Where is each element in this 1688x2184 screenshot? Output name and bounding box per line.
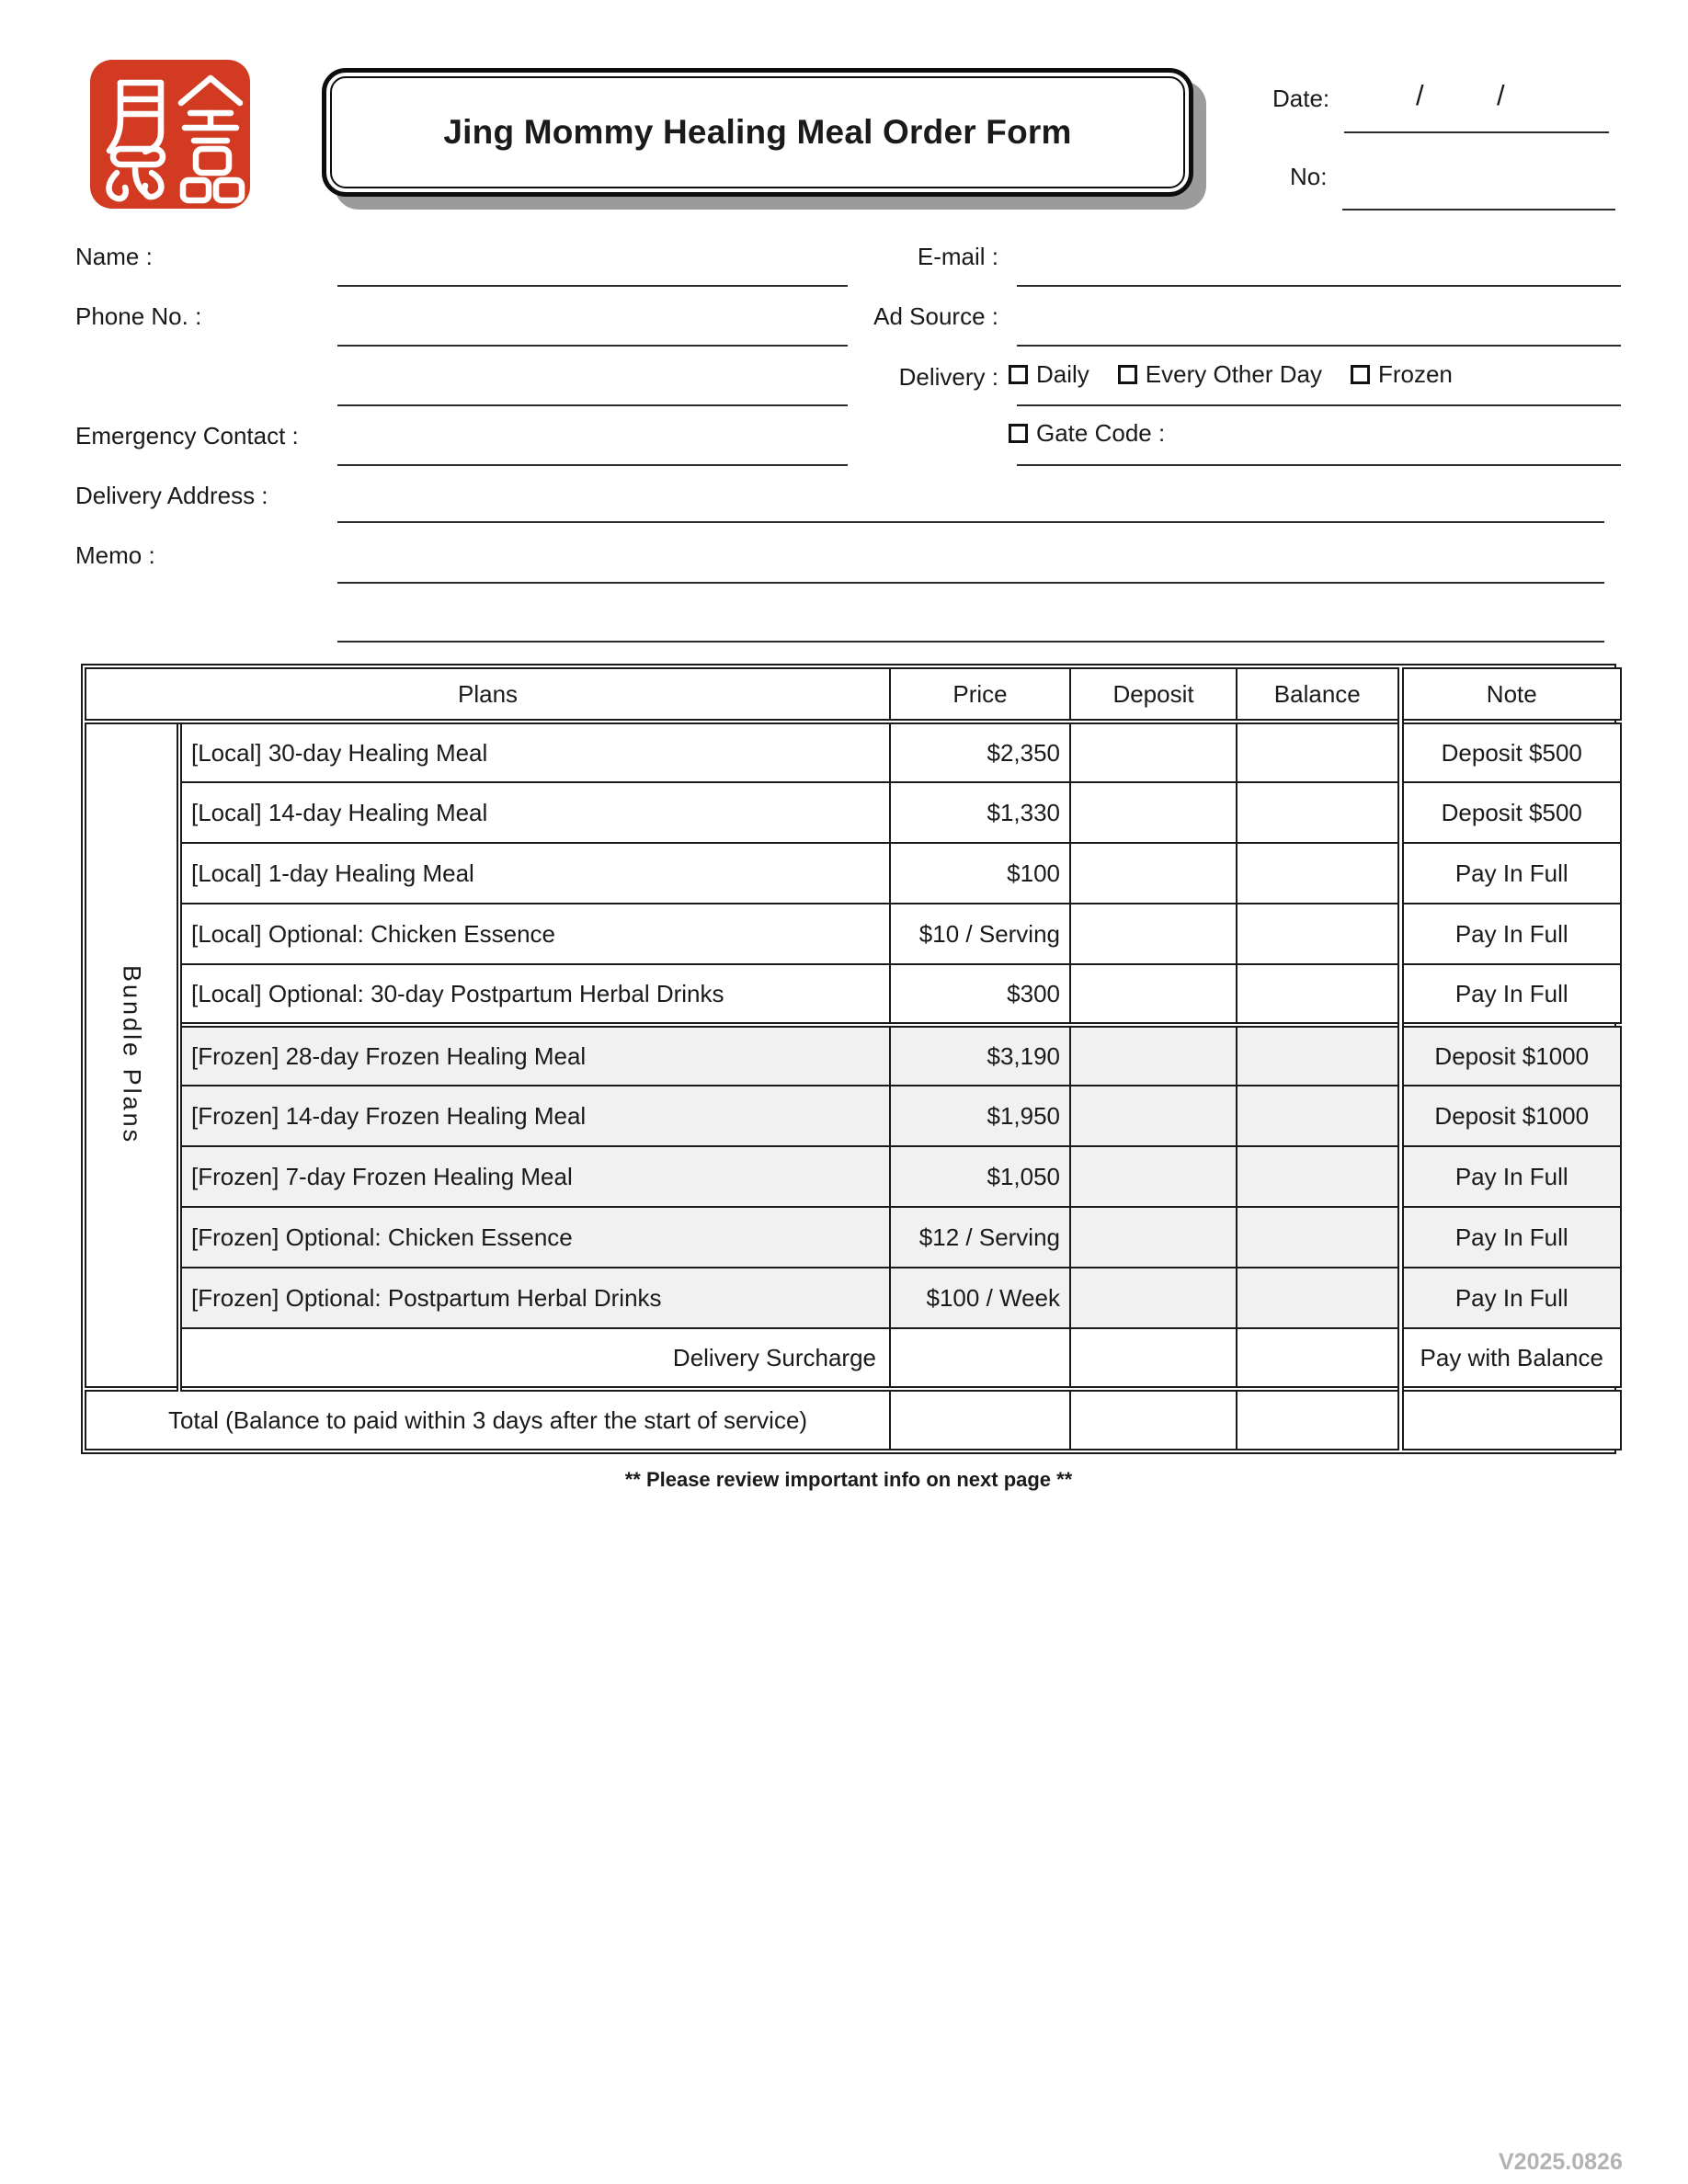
delivery-option-frozen <box>1351 360 1453 389</box>
every-other-day-checkbox[interactable] <box>1118 365 1137 384</box>
balance-cell[interactable] <box>1237 843 1400 904</box>
delivery-option-every-other-day <box>1118 360 1322 389</box>
plan-note: Deposit $500 <box>1400 782 1621 843</box>
delivery-address-input-line[interactable] <box>337 521 1604 523</box>
delivery-input-line[interactable] <box>1017 404 1621 406</box>
table-row <box>86 1025 1621 1086</box>
plan-note: Pay In Full <box>1400 843 1621 904</box>
every-other-day-label: Every Other Day <box>1145 360 1322 388</box>
emergency-contact-input-line[interactable] <box>337 464 848 466</box>
plans-table <box>81 664 1616 1454</box>
plan-note: Pay In Full <box>1400 904 1621 964</box>
balance-column-header: Balance <box>1237 668 1400 722</box>
total-note-cell[interactable] <box>1400 1389 1621 1450</box>
date-slash-2: / <box>1497 79 1505 111</box>
gate-code-label: Gate Code : <box>1036 419 1166 447</box>
delivery-option-daily <box>1009 360 1089 389</box>
memo-label: Memo : <box>75 541 155 569</box>
form-title: Jing Mommy Healing Meal Order Form <box>443 113 1072 151</box>
phone-input-line-2[interactable] <box>337 404 848 406</box>
deposit-cell[interactable] <box>1070 904 1237 964</box>
name-label: Name : <box>75 243 153 270</box>
plan-note: Pay In Full <box>1400 1146 1621 1207</box>
table-row <box>86 1146 1621 1207</box>
deposit-cell[interactable] <box>1070 1086 1237 1146</box>
plan-name: [Local] Optional: 30-day Postpartum Herbal Drinks <box>179 964 890 1025</box>
date-slash-1: / <box>1416 79 1424 111</box>
deposit-cell[interactable] <box>1070 1025 1237 1086</box>
plan-price: $12 / Serving <box>890 1207 1070 1268</box>
total-label: Total (Balance to paid within 3 days after the start of service) <box>86 1389 890 1450</box>
ad-source-label: Ad Source : <box>873 302 998 330</box>
plan-note: Pay In Full <box>1400 1207 1621 1268</box>
plans-column-header: Plans <box>86 668 890 722</box>
delivery-label: Delivery : <box>898 363 998 391</box>
company-seal-logo <box>87 57 253 211</box>
gate-code-option <box>1009 419 1165 448</box>
plan-price: $1,330 <box>890 782 1070 843</box>
surcharge-price-cell[interactable] <box>890 1328 1070 1389</box>
delivery-options-group <box>1009 360 1453 389</box>
seal-stamp-icon <box>87 57 253 211</box>
balance-cell[interactable] <box>1237 782 1400 843</box>
deposit-cell[interactable] <box>1070 722 1237 782</box>
plan-name: [Local] 14-day Healing Meal <box>179 782 890 843</box>
deposit-cell[interactable] <box>1070 843 1237 904</box>
balance-cell[interactable] <box>1237 904 1400 964</box>
plan-note: Pay In Full <box>1400 964 1621 1025</box>
phone-label: Phone No. : <box>75 302 202 330</box>
table-row <box>86 843 1621 904</box>
memo-input-line[interactable] <box>337 582 1604 584</box>
price-column-header: Price <box>890 668 1070 722</box>
plan-note: Deposit $500 <box>1400 722 1621 782</box>
emergency-contact-label: Emergency Contact : <box>75 422 299 449</box>
memo-input-line-2[interactable] <box>337 641 1604 643</box>
bundle-plans-label: Bundle Plans <box>118 965 146 1145</box>
plan-note: Pay In Full <box>1400 1268 1621 1328</box>
surcharge-label: Delivery Surcharge <box>179 1328 890 1389</box>
table-row <box>86 1086 1621 1146</box>
no-label: No: <box>1290 163 1328 190</box>
plan-price: $100 / Week <box>890 1268 1070 1328</box>
plan-name: [Local] Optional: Chicken Essence <box>179 904 890 964</box>
form-title-box <box>322 68 1193 197</box>
important-info-note: ** Please review important info on next page ** <box>624 1468 1073 1491</box>
phone-input-line[interactable] <box>337 345 848 347</box>
plan-name: [Local] 1-day Healing Meal <box>179 843 890 904</box>
plan-name: [Frozen] 14-day Frozen Healing Meal <box>179 1086 890 1146</box>
gate-code-group <box>1009 419 1165 448</box>
delivery-address-label: Delivery Address : <box>75 482 268 509</box>
email-input-line[interactable] <box>1017 285 1621 287</box>
date-input-line[interactable] <box>1344 131 1609 133</box>
table-row <box>86 964 1621 1025</box>
ad-source-input-line[interactable] <box>1017 345 1621 347</box>
plan-note: Deposit $1000 <box>1400 1086 1621 1146</box>
table-row <box>86 782 1621 843</box>
gate-code-checkbox[interactable] <box>1009 424 1028 443</box>
plan-note: Deposit $1000 <box>1400 1025 1621 1086</box>
date-label: Date: <box>1272 85 1330 112</box>
plan-price: $1,050 <box>890 1146 1070 1207</box>
frozen-label: Frozen <box>1377 360 1453 388</box>
plan-price: $2,350 <box>890 722 1070 782</box>
deposit-cell[interactable] <box>1070 1328 1237 1389</box>
deposit-cell[interactable] <box>1070 964 1237 1025</box>
plan-price: $3,190 <box>890 1025 1070 1086</box>
deposit-cell[interactable] <box>1070 1207 1237 1268</box>
form-version: V2025.0826 <box>1499 2149 1623 2175</box>
total-price-cell[interactable] <box>890 1389 1070 1450</box>
daily-label: Daily <box>1036 360 1089 388</box>
total-balance-cell[interactable] <box>1237 1389 1400 1450</box>
plan-price: $100 <box>890 843 1070 904</box>
plan-price: $1,950 <box>890 1086 1070 1146</box>
balance-cell[interactable] <box>1237 722 1400 782</box>
no-input-line[interactable] <box>1342 209 1615 210</box>
note-column-header: Note <box>1400 668 1621 722</box>
deposit-cell[interactable] <box>1070 782 1237 843</box>
table-header-row <box>86 668 1621 722</box>
name-input-line[interactable] <box>337 285 848 287</box>
plan-name: [Local] 30-day Healing Meal <box>179 722 890 782</box>
balance-cell[interactable] <box>1237 1328 1400 1389</box>
table-row <box>86 722 1621 782</box>
plan-name: [Frozen] Optional: Postpartum Herbal Drinks <box>179 1268 890 1328</box>
table-row <box>86 904 1621 964</box>
deposit-column-header: Deposit <box>1070 668 1237 722</box>
deposit-cell[interactable] <box>1070 1268 1237 1328</box>
total-deposit-cell[interactable] <box>1070 1389 1237 1450</box>
balance-cell[interactable] <box>1237 1268 1400 1328</box>
bundle-plans-group-cell <box>86 722 179 1389</box>
total-row <box>86 1389 1621 1450</box>
balance-cell[interactable] <box>1237 1086 1400 1146</box>
table-row <box>86 1207 1621 1268</box>
deposit-cell[interactable] <box>1070 1146 1237 1207</box>
plan-name: [Frozen] 7-day Frozen Healing Meal <box>179 1146 890 1207</box>
delivery-surcharge-row <box>86 1328 1621 1389</box>
email-label: E-mail : <box>917 243 998 270</box>
balance-cell[interactable] <box>1237 964 1400 1025</box>
plan-name: [Frozen] 28-day Frozen Healing Meal <box>179 1025 890 1086</box>
daily-checkbox[interactable] <box>1009 365 1028 384</box>
balance-cell[interactable] <box>1237 1207 1400 1268</box>
surcharge-note: Pay with Balance <box>1400 1328 1621 1389</box>
plan-name: [Frozen] Optional: Chicken Essence <box>179 1207 890 1268</box>
plan-price: $10 / Serving <box>890 904 1070 964</box>
frozen-checkbox[interactable] <box>1351 365 1370 384</box>
gate-code-input-line[interactable] <box>1017 464 1621 466</box>
balance-cell[interactable] <box>1237 1146 1400 1207</box>
table-row <box>86 1268 1621 1328</box>
balance-cell[interactable] <box>1237 1025 1400 1086</box>
plan-price: $300 <box>890 964 1070 1025</box>
